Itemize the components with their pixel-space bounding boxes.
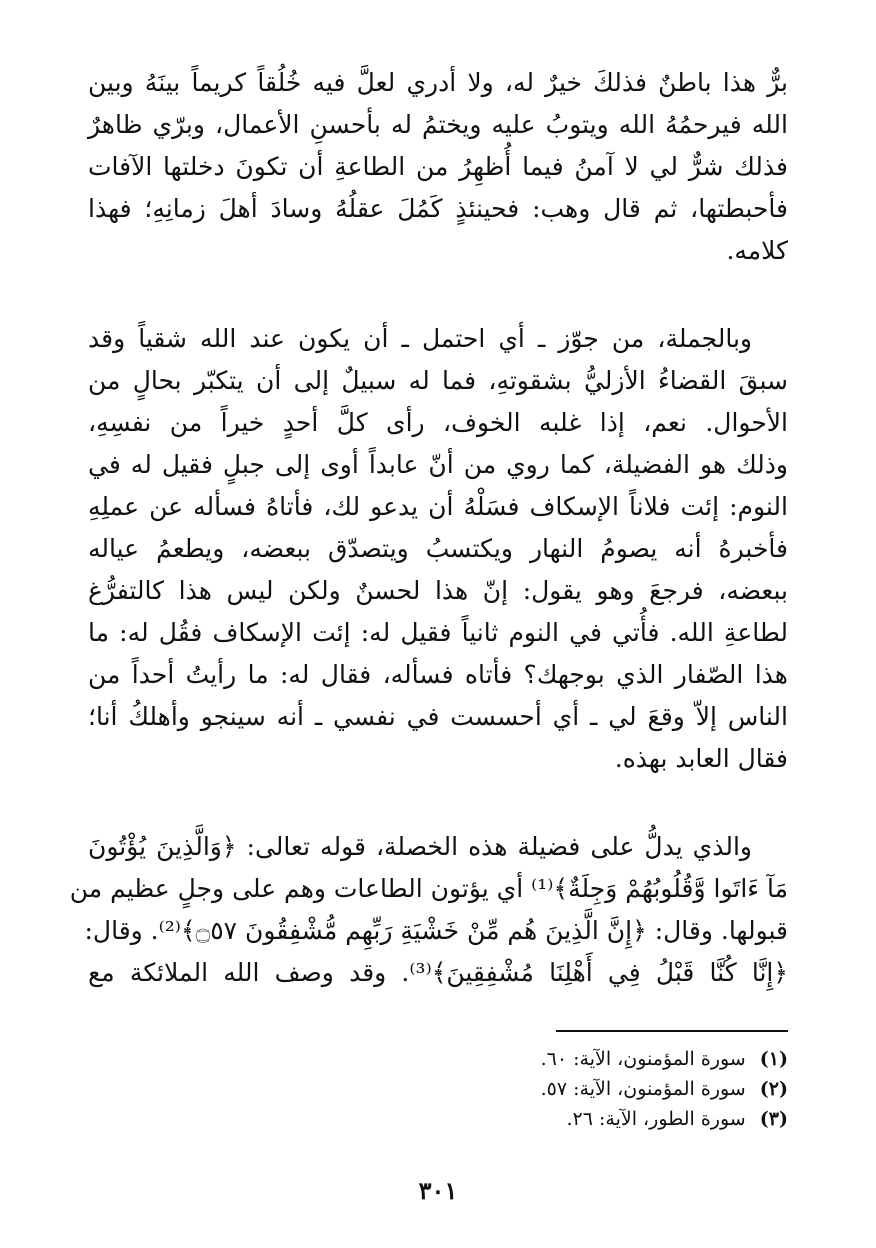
- text-line: النوم: إئت فلاناً الإسكاف فسَلْهُ أن يدعو لك، فأتاهُ فسأله عن عملِهِ: [88, 492, 788, 521]
- text-line: هذا الصّفار الذي بوجهك؟ فأتاه فسأله، فقال له: ما رأيتُ أحداً من: [88, 660, 788, 689]
- text-line: فذلك شرٌّ لي لا آمنُ فيما أُظهِرُ من الطاعةِ أن تكونَ دخلتها الآفات: [88, 152, 788, 181]
- text-line: برٌّ هذا باطنٌ فذلكَ خيرٌ له، ولا أدري لعلَّ فيه خُلُقاً كريماً بينَهُ وبين: [88, 68, 788, 97]
- text-line: سبقَ القضاءُ الأزليُّ بشقوتهِ، فما له سبيلٌ إلى أن يتكبّر بحالٍ من: [88, 366, 788, 395]
- page-number: ٣٠١: [418, 1176, 458, 1205]
- footnote-divider: [556, 1030, 788, 1032]
- paragraph-1: [88, 62, 788, 272]
- footnote-text: سورة الطور، الآية: ٢٦.: [566, 1108, 746, 1130]
- text-line: فقال العابد بهذه.: [614, 744, 788, 773]
- text-line: وبالجملة، من جوّز ـ أي احتمل ـ أن يكون عند الله شقياً وقد: [88, 324, 752, 353]
- text-line: قبولها. وقال: ﴿إِنَّ الَّذِينَ هُم مِّنْ خَشْيَةِ رَبِّهِم مُّشْفِقُونَ ۝٥٧﴾⁽²⁾. وقال:: [84, 916, 788, 945]
- footnote-text: سورة المؤمنون، الآية: ٥٧.: [540, 1078, 746, 1100]
- text-line: الناس إلاّ وقعَ لي ـ أي أحسست في نفسي ـ أنه سينجو وأهلكُ أنا؛: [88, 702, 788, 731]
- text-line: والذي يدلُّ على فضيلة هذه الخصلة، قوله تعالى: ﴿وَالَّذِينَ يُؤْتُونَ: [88, 832, 752, 861]
- text-line: فأحبطتها، ثم قال وهب: فحينئذٍ كَمُلَ عقلُهُ وسادَ أهلَ زمانِهِ؛ فهذا: [88, 194, 788, 223]
- footnote-number: (٣): [759, 1108, 788, 1130]
- footnote-1: [388, 1044, 788, 1074]
- footnote-number: (١): [759, 1048, 788, 1070]
- text-line: كلامه.: [726, 236, 788, 265]
- footnote-2: [388, 1074, 788, 1104]
- paragraph-3: [69, 826, 788, 994]
- footnotes: [388, 1044, 788, 1134]
- paragraph-2: [88, 318, 788, 780]
- text-line: وذلك هو الفضيلة، كما روي من أنّ عابداً أوى إلى جبلٍ فقيل له في: [88, 450, 788, 479]
- text-line: ﴿إِنَّا كُنَّا قَبْلُ فِي أَهْلِنَا مُشْفِقِينَ﴾⁽³⁾. وقد وصف الله الملائكة مع: [88, 958, 788, 987]
- text-line: مَآ ءَاتَوا وَّقُلُوبُهُمْ وَجِلَةٌ﴾⁽¹⁾ أي يؤتون الطاعات وهم على وجلٍ عظيم من: [69, 874, 788, 903]
- text-line: الله فيرحمُهُ الله ويتوبُ عليه ويختمُ له بأحسنِ الأعمال، وبرّي ظاهرٌ: [88, 110, 788, 139]
- text-line: فأخبرهُ أنه يصومُ النهار ويكتسبُ ويتصدّق ببعضه، ويطعمُ عياله: [88, 534, 788, 563]
- footnote-text: سورة المؤمنون، الآية: ٦٠.: [540, 1048, 746, 1070]
- text-line: الأحوال. نعم، إذا غلبه الخوف، رأى كلَّ أحدٍ خيراً من نفسِهِ،: [88, 408, 788, 437]
- text-line: لطاعةِ الله. فأُتي في النوم ثانياً فقيل له: إئت الإسكاف فقُل له: ما: [88, 618, 788, 647]
- footnote-3: [388, 1104, 788, 1134]
- footnote-number: (٢): [759, 1078, 788, 1100]
- text-line: ببعضه، فرجعَ وهو يقول: إنّ هذا لحسنٌ ولكن ليس هذا كالتفرُّغ: [88, 576, 788, 605]
